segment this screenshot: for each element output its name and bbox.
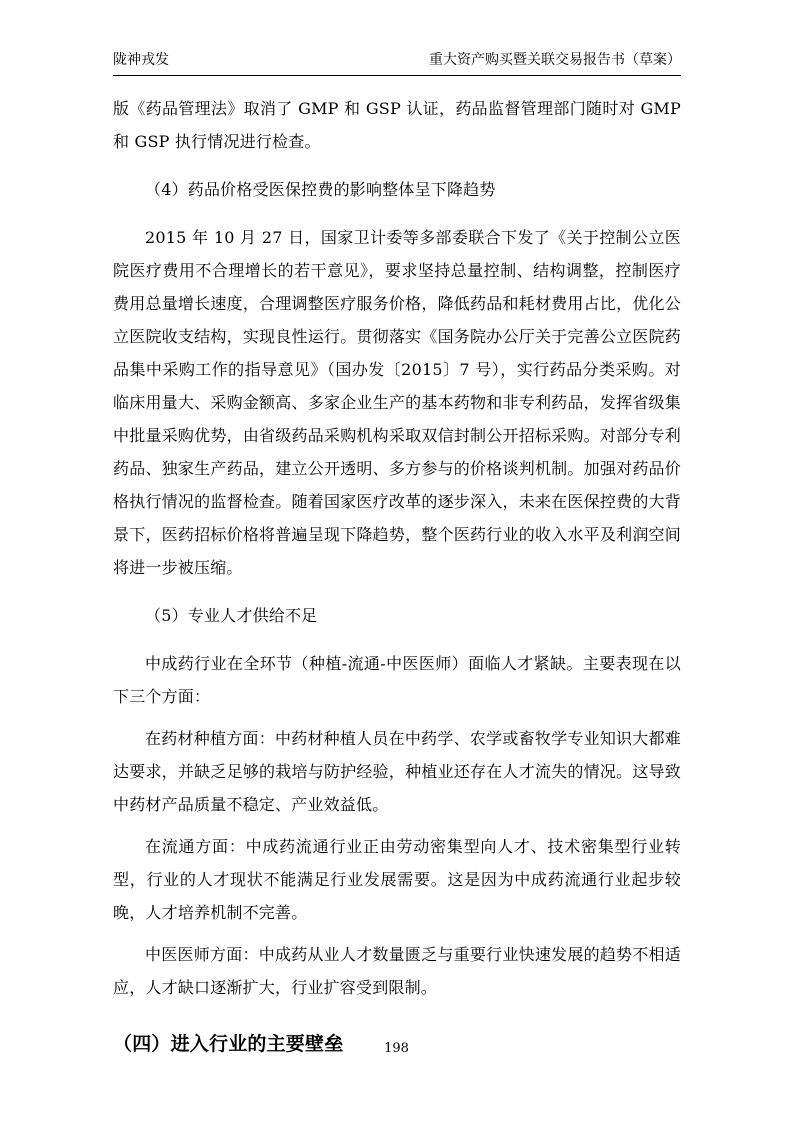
- page-header: [113, 50, 681, 70]
- paragraph-planting: 在药材种植方面：中药材种植人员在中药学、农学或畜牧学专业知识大都难达要求，并缺乏足够的栽培与防护经验，种植业还存在人才流失的情况。这导致中药材产品质量不稳定、产业效益低。: [113, 729, 681, 814]
- paragraph-continued: 版《药品管理法》取消了 GMP 和 GSP 认证，药品监督管理部门随时对 GMP 和 GSP 执行情况进行检查。: [113, 99, 681, 151]
- paragraph-talent-intro: 中成药行业在全环节（种植-流通-中医医师）面临人才紧缺。主要表现在以下三个方面：: [113, 654, 681, 706]
- section-heading-4: （四）进入行业的主要壁垒: [113, 1033, 344, 1055]
- paragraph-doctors: 中医医师方面：中成药从业人才数量匮乏与重要行业快速发展的趋势不相适应，人才缺口逐渐扩大，行业扩容受到限制。: [113, 945, 681, 997]
- page-footer: [0, 1040, 793, 1058]
- sub-heading-5: （5）专业人才供给不足: [145, 606, 318, 625]
- paragraph-policy: 2015 年 10 月 27 日，国家卫计委等多部委联合下发了《关于控制公立医院医疗费用不合理增长的若干意见》，要求坚持总量控制、结构调整，控制医疗费用总量增长速度，合理调整医疗服务价格，降低药品和耗材费用占比，优化公立医院收支结构，实现良性运行。贯彻落实《国务院办公厅关于完善公立医院药品集中采购工作的指导意见》（国办发〔2015〕7 号），实行药品分类采购。对临床用量大、采购金额高、多家企业生产的基本药物和非专利药品，发挥省级集中批量采购优势，由省级药品采购机构采取双信封制公开招标采购。对部分专利药品、独家生产药品，建立公开透明、多方参与的价格谈判机制。加强对药品价格执行情况的监督检查。随着国家医疗改革的逐步深入，未来在医保控费的大背景下，医药招标价格将普遍呈现下降趋势，整个医药行业的收入水平及利润空间将进一步被压缩。: [113, 228, 681, 577]
- header-divider: [113, 75, 681, 76]
- paragraph-circulation: 在流通方面：中成药流通行业正由劳动密集型向人才、技术密集型行业转型，行业的人才现状不能满足行业发展需要。这是因为中成药流通行业起步较晚，人才培养机制不完善。: [113, 837, 681, 922]
- header-document-title: 重大资产购买暨关联交易报告书（草案）: [429, 52, 681, 68]
- document-body: [113, 92, 681, 1058]
- header-company-name: 陇神戎发: [113, 52, 169, 68]
- page-number: 198: [384, 1041, 409, 1056]
- sub-heading-4: （4）药品价格受医保控费的影响整体呈下降趋势: [145, 180, 496, 199]
